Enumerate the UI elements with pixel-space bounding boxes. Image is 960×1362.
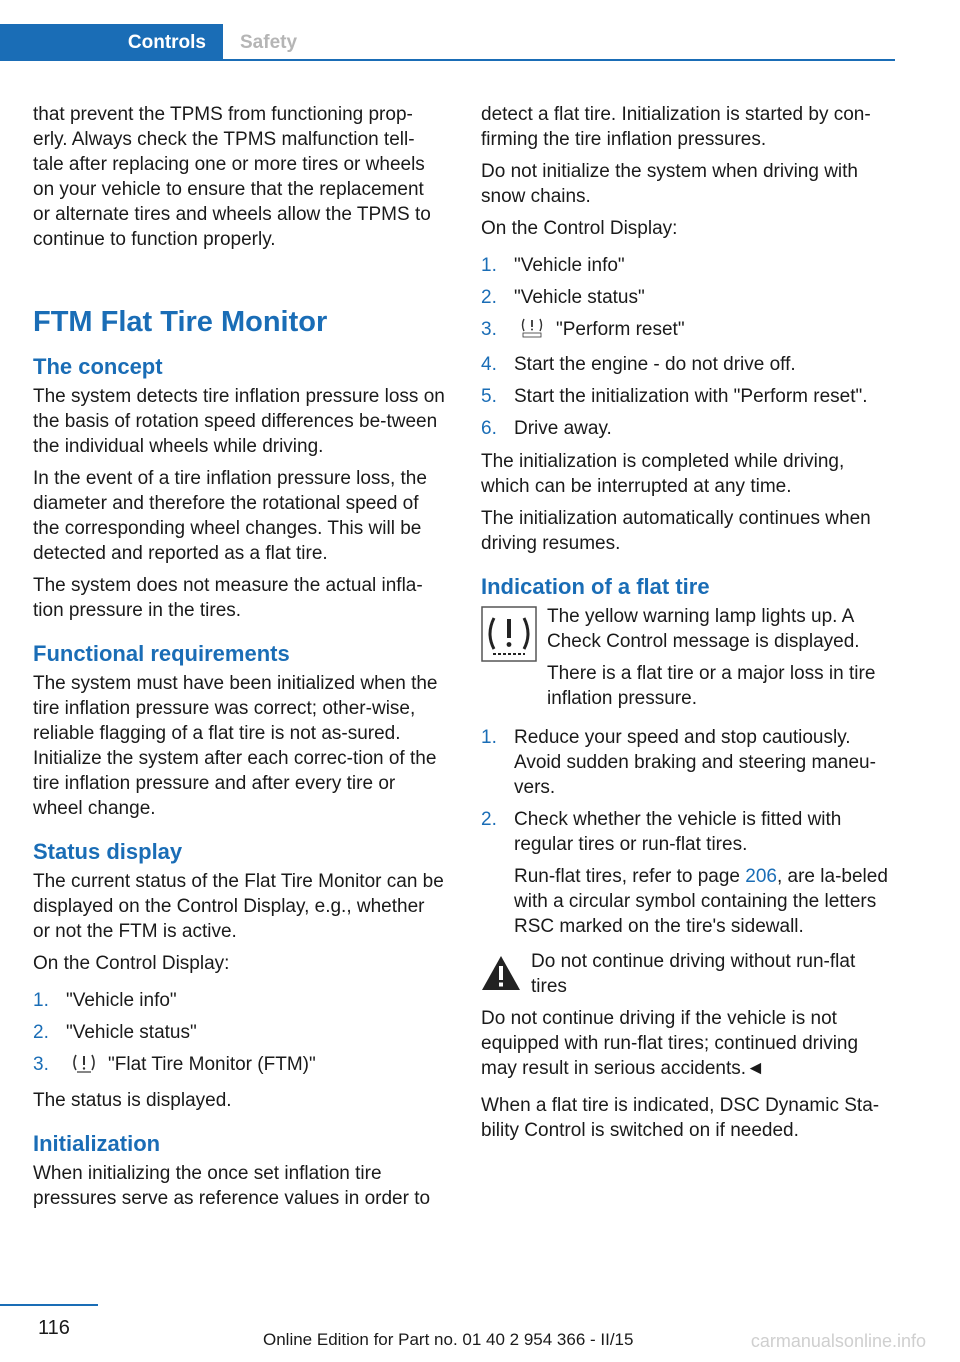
warning-title: Do not continue driving without run-flat tires xyxy=(531,951,856,997)
status-heading: Status display xyxy=(33,839,183,864)
init-p3: Do not initialize the system when driving with snow chains. xyxy=(481,161,859,207)
list-item: 3. "Flat Tire Monitor (FTM)" xyxy=(33,1052,445,1080)
init-p5: The initialization is completed while driving, which can be interrupted at any time. xyxy=(481,451,845,497)
run-flat-note: Run-flat tires, refer to page 206, are la-beled with a circular symbol containing the letters RSC marked on the tire's sidewall. xyxy=(514,866,888,937)
status-p1: The current status of the Flat Tire Monitor can be displayed on the Control Display, e.g., whether or not the FTM is active. xyxy=(33,871,444,942)
dsc-paragraph: When a flat tire is indicated, DSC Dynamic Sta-bility Control is switched on if needed. xyxy=(481,1095,880,1141)
warning-body: Do not continue driving if the vehicle is not equipped with run-flat tires; continued driving may result in serious accidents.◄ xyxy=(481,1008,859,1079)
list-item: 4. Start the engine - do not drive off. xyxy=(481,354,796,375)
list-item: 1. "Vehicle info" xyxy=(481,255,625,276)
list-item: 1. "Vehicle info" xyxy=(33,990,177,1011)
warning-lamp-icon xyxy=(481,606,537,669)
footer-divider xyxy=(0,1304,98,1306)
concept-p2: In the event of a tire inflation pressure loss, the diameter and therefore the rotational speed of the corresponding wheel changes. This will be detected and reported as a flat tire. xyxy=(33,468,427,564)
requirements-heading: Functional requirements xyxy=(33,641,290,666)
list-item: 2. "Vehicle status" xyxy=(481,287,645,308)
intro-paragraph: that prevent the TPMS from functioning prop-erly. Always check the TPMS malfunction tell-tale after replacing one or more tires or wheels on your vehicle to ensure that the replacement or alternate tires and wheels allow the TPMS to continue to function properly. xyxy=(33,104,431,250)
init-p4: On the Control Display: xyxy=(481,218,678,239)
warning-lamp-block xyxy=(481,604,893,654)
init-p2: detect a flat tire. Initialization is started by con-firming the tire inflation pressures. xyxy=(481,104,871,150)
watermark: carmanualsonline.info xyxy=(750,1331,926,1351)
tab-controls[interactable]: Controls xyxy=(0,24,223,61)
left-column xyxy=(33,102,445,1218)
warning-block xyxy=(481,949,893,999)
flat-heading: Indication of a flat tire xyxy=(481,574,710,599)
header-divider xyxy=(223,59,895,61)
list-item: 2. Check whether the vehicle is fitted with regular tires or run-flat tires. Run-flat tires, refer to page 206, are la-beled with a circular symbol containing the letters RSC marked on the tire's sidewall. xyxy=(481,807,893,939)
concept-p3: The system does not measure the actual infla-tion pressure in the tires. xyxy=(33,575,423,621)
page-link[interactable]: 206 xyxy=(745,866,777,887)
edition-text: Online Edition for Part no. 01 40 2 954 366 - II/15 xyxy=(263,1330,634,1349)
flat-tire-icon xyxy=(72,1053,96,1080)
tab-safety[interactable]: Safety xyxy=(240,31,298,53)
list-item: 2. "Vehicle status" xyxy=(33,1022,197,1043)
flat-p1: The yellow warning lamp lights up. A Check Control message is displayed. xyxy=(547,606,860,652)
init-steps xyxy=(481,253,893,441)
status-p3: The status is displayed. xyxy=(33,1090,232,1111)
list-item: 1. Reduce your speed and stop cautiously. Avoid sudden braking and steering maneu-vers. xyxy=(481,727,876,798)
init-p6: The initialization automatically continues when driving resumes. xyxy=(481,508,871,554)
list-item: 3. "Perform reset" xyxy=(481,317,893,345)
list-item: 5. Start the initialization with "Perform reset". xyxy=(481,386,868,407)
status-steps xyxy=(33,988,445,1080)
init-heading: Initialization xyxy=(33,1131,161,1156)
list-item: 6. Drive away. xyxy=(481,418,612,439)
page-number: 116 xyxy=(38,1317,70,1339)
init-p1: When initializing the once set inflation tire pressures serve as reference values in order to xyxy=(33,1163,431,1209)
status-p2: On the Control Display: xyxy=(33,953,230,974)
concept-heading: The concept xyxy=(33,354,163,379)
reset-icon xyxy=(520,318,544,345)
concept-p1: The system detects tire inflation pressure loss on the basis of rotation speed differences be-tween the individual wheels while driving. xyxy=(33,386,445,457)
requirements-p1: The system must have been initialized when the tire inflation pressure was correct; other-wise, reliable flagging of a flat tire is not as-sured. Initialize the system after each correc-tion of the tire inflation pressure and after every tire or wheel change. xyxy=(33,673,438,819)
flat-steps xyxy=(481,725,893,939)
section-title: FTM Flat Tire Monitor xyxy=(33,306,328,338)
right-column xyxy=(481,102,893,1150)
warning-triangle-icon xyxy=(481,955,521,998)
flat-p2a: There is a flat tire or a major loss in tire inflation pressure. xyxy=(547,663,876,709)
header-tabs xyxy=(0,24,895,61)
